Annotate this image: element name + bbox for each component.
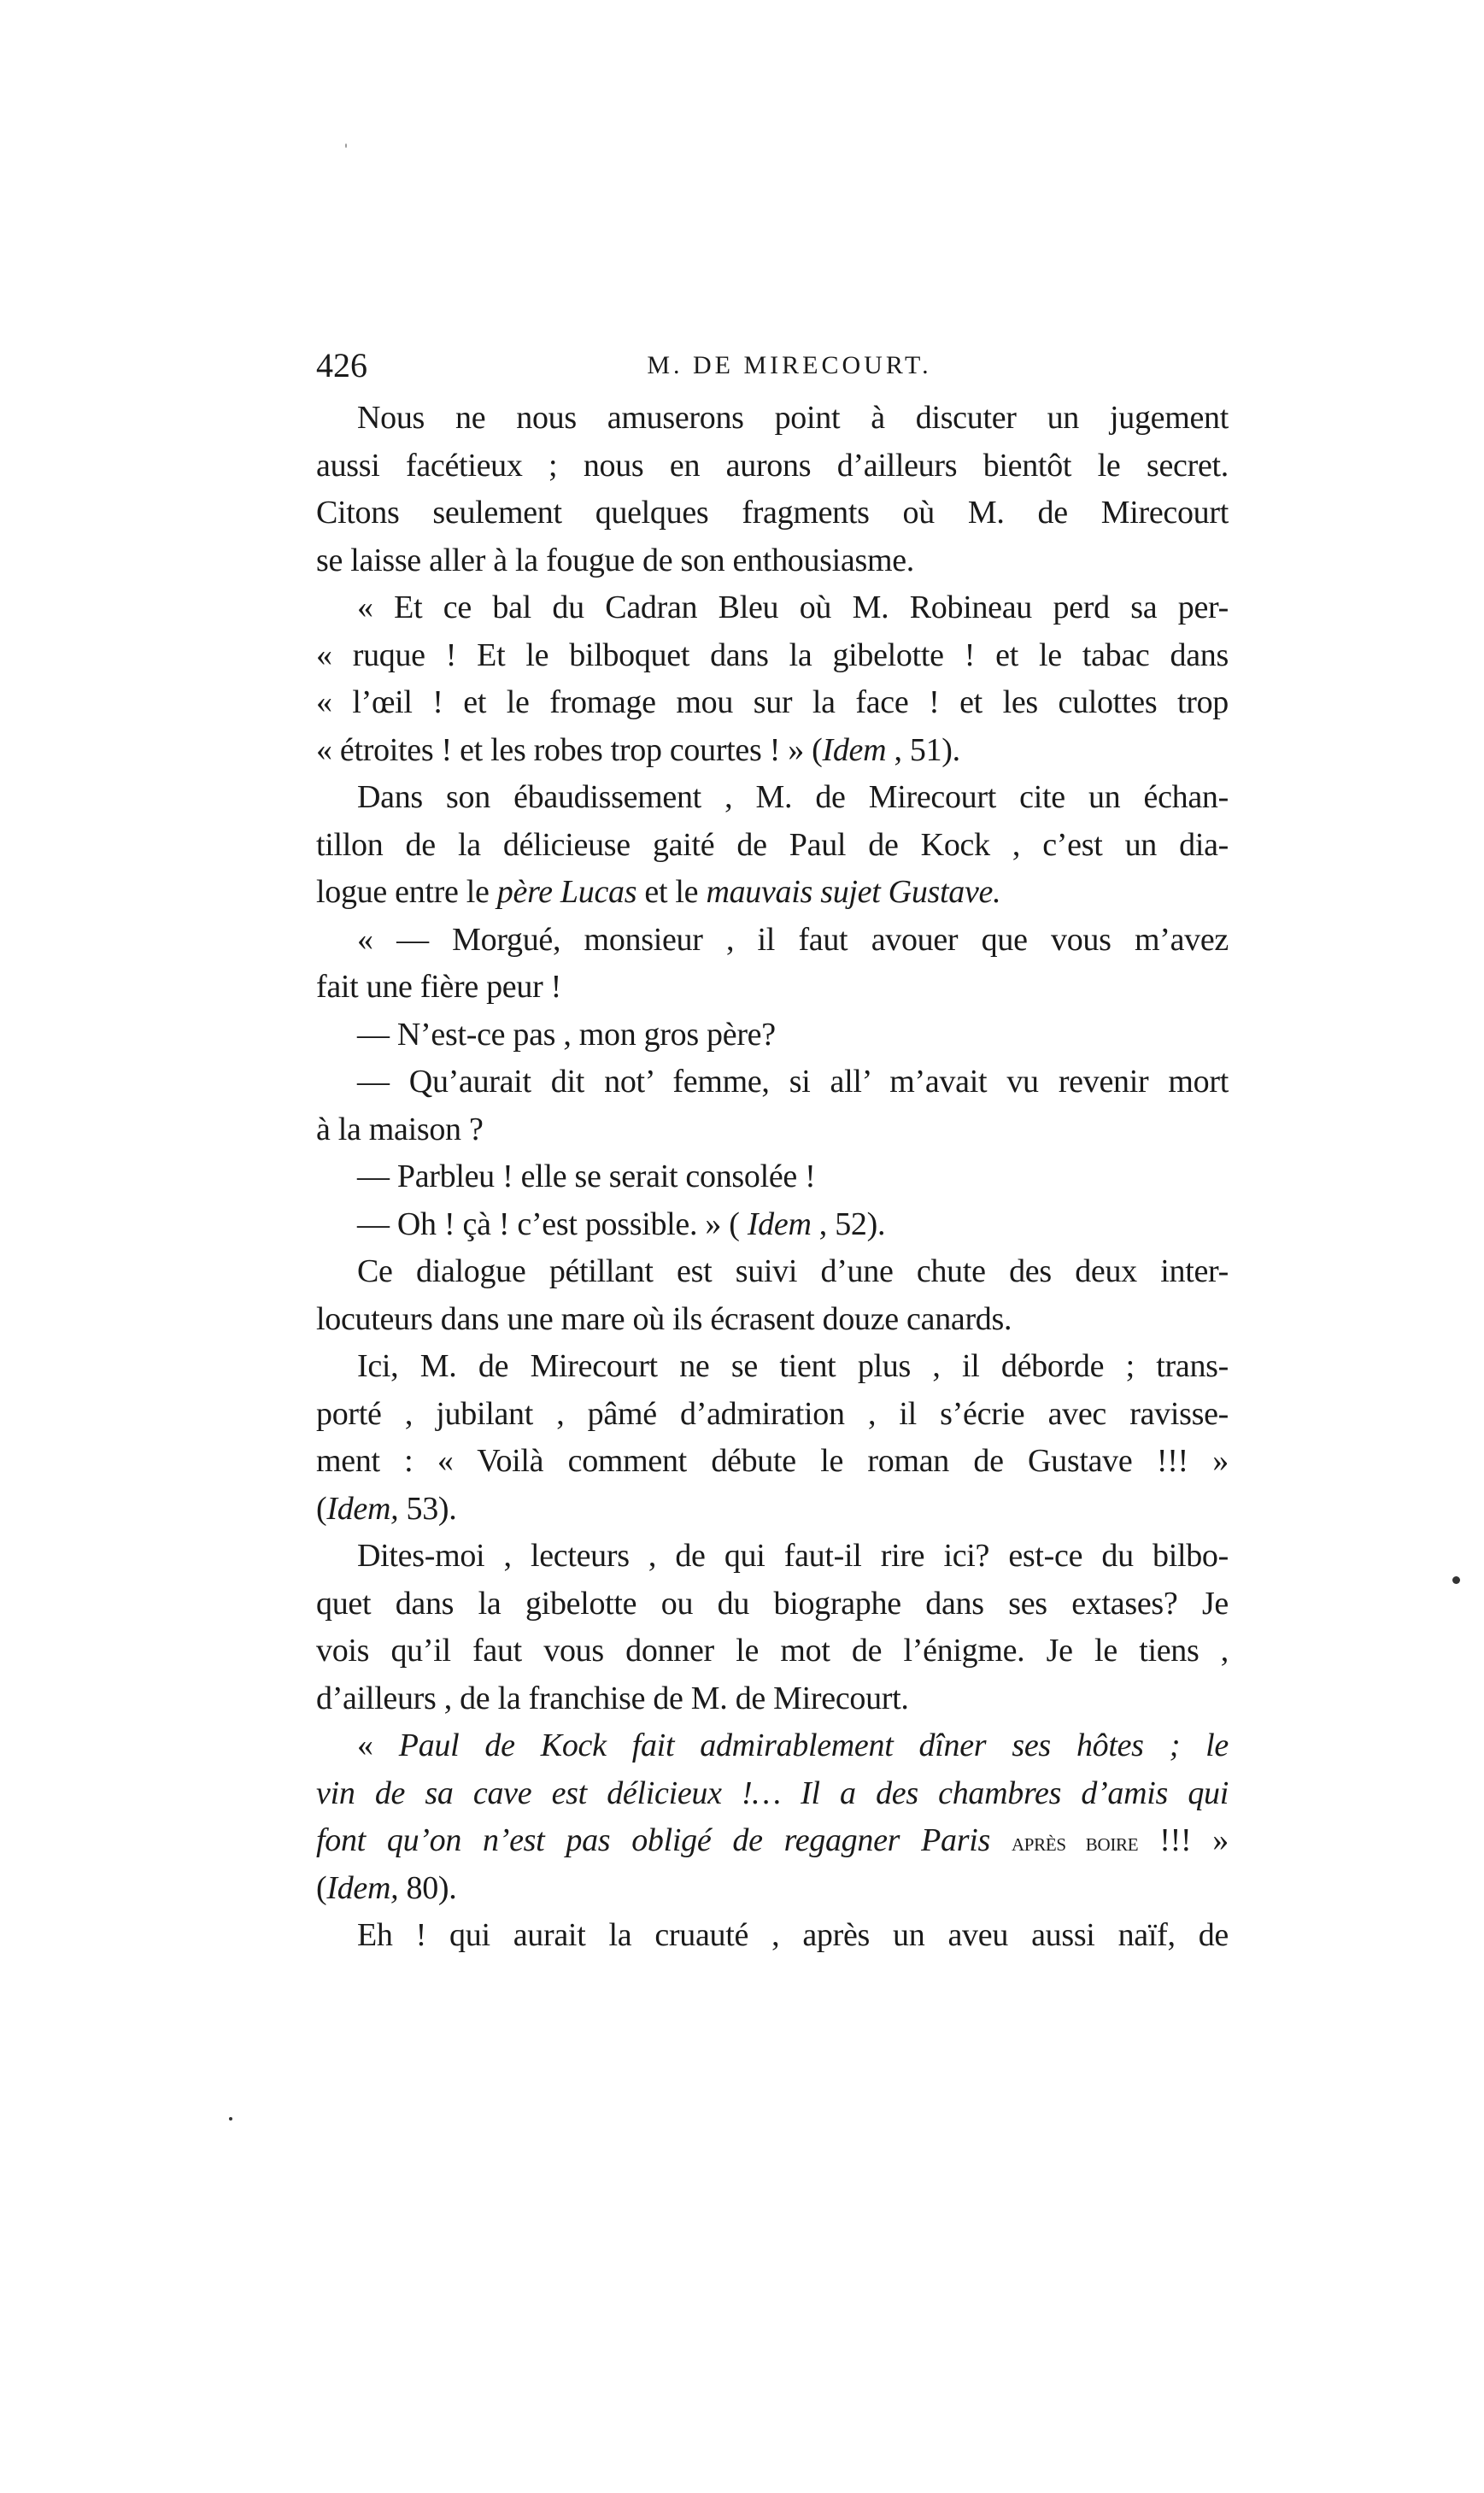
text-run: « l’œil ! et le fromage mou sur la face ! et les culottes trop — [316, 684, 1229, 720]
text-line — [316, 1296, 1229, 1344]
text-run: ( — [316, 1869, 327, 1906]
text-run: porté , jubilant , pâmé d’admiration , il s’écrie avec ravisse- — [316, 1395, 1229, 1432]
italic-text: Idem, — [326, 1869, 399, 1906]
text-line — [316, 395, 1229, 443]
text-run: 53). — [398, 1490, 457, 1527]
ink-speck — [345, 144, 347, 148]
text-run: — Qu’aurait dit not’ femme, si all’ m’avait vu revenir mort — [357, 1064, 1229, 1100]
text-run: , 51). — [886, 731, 960, 768]
text-line — [316, 917, 1229, 965]
page-header — [316, 340, 1229, 391]
text-line — [316, 443, 1229, 490]
text-line — [316, 1201, 1229, 1249]
text-run: et le — [636, 874, 707, 910]
text-line — [316, 1817, 1229, 1865]
italic-text: Idem — [747, 1205, 812, 1242]
text-run: d’ailleurs , de la franchise de M. de Mirecourt. — [316, 1680, 909, 1716]
text-line — [316, 1581, 1229, 1628]
text-line — [316, 1059, 1229, 1106]
text-run: vois qu’il faut vous donner le mot de l’énigme. Je le tiens , — [316, 1633, 1229, 1669]
text-run: — Parbleu ! elle se serait consolée ! — [357, 1159, 816, 1194]
text-line — [316, 1865, 1229, 1913]
text-line — [316, 537, 1229, 585]
text-line — [316, 1438, 1229, 1486]
italic-text: Idem — [822, 731, 887, 768]
small-caps-text: après boire — [1011, 1828, 1139, 1857]
text-run: « — Morgué, monsieur , il faut avouer que vous m’avez — [357, 921, 1229, 958]
text-run: — N’est-ce pas , mon gros père? — [357, 1016, 776, 1053]
text-run: Citons seulement quelques fragments où M. de Mirecourt — [316, 495, 1229, 531]
text-run — [990, 1822, 1012, 1858]
text-run: ment : « Voilà comment débute le roman de Gustave !!! » — [316, 1443, 1229, 1479]
text-run: locuteurs dans une mare où ils écrasent douze canards. — [316, 1300, 1012, 1337]
text-line — [316, 632, 1229, 680]
text-run: , 52). — [811, 1205, 886, 1242]
text-run: Ce dialogue pétillant est suivi d’une chute des deux inter- — [357, 1253, 1229, 1289]
text-line — [316, 964, 1229, 1012]
text-line — [316, 1533, 1229, 1581]
text-run: Nous ne nous amuserons point à discuter un jugement — [357, 400, 1229, 436]
text-run: « étroites ! et les robes trop courtes ! » ( — [316, 731, 823, 768]
text-run: « — [357, 1728, 399, 1763]
text-run: à la maison ? — [316, 1111, 484, 1147]
body-text — [316, 395, 1229, 1960]
text-run: Dans son ébaudissement , M. de Mirecourt cite un échan- — [357, 779, 1229, 815]
text-line — [316, 869, 1229, 917]
text-run: — Oh ! çà ! c’est possible. » ( — [357, 1205, 748, 1242]
italic-text: vin de sa cave est délicieux !… Il a des chambres d’amis qui — [316, 1774, 1229, 1811]
text-line — [316, 1012, 1229, 1059]
text-line — [316, 1770, 1229, 1818]
text-line — [316, 1153, 1229, 1201]
ink-speck — [229, 2117, 232, 2121]
text-run: fait une fière peur ! — [316, 969, 561, 1005]
text-run: « ruque ! Et le bilboquet dans la gibelotte ! et le tabac dans — [316, 636, 1229, 673]
text-line — [316, 774, 1229, 822]
italic-text: mauvais sujet Gustave. — [706, 874, 1001, 910]
text-line — [316, 1248, 1229, 1296]
text-run: Ici, M. de Mirecourt ne se tient plus , il déborde ; trans- — [357, 1348, 1229, 1384]
italic-text: Paul de Kock fait admirablement dîner ses hôtes ; le — [398, 1728, 1229, 1763]
text-line — [316, 822, 1229, 870]
text-run: aussi facétieux ; nous en aurons d’ailleurs bientôt le secret. — [316, 447, 1229, 484]
text-run: ( — [316, 1490, 327, 1527]
text-run: tillon de la délicieuse gaité de Paul de Kock , c’est un dia- — [316, 826, 1229, 863]
text-run: « Et ce bal du Cadran Bleu où M. Robineau perd sa per- — [357, 590, 1229, 625]
text-line — [316, 1106, 1229, 1154]
ink-speck — [1452, 1576, 1460, 1584]
text-line — [316, 490, 1229, 537]
italic-text: font qu’on n’est pas obligé de regagner Paris — [316, 1822, 990, 1858]
text-line — [316, 1391, 1229, 1439]
text-run: !!! » — [1138, 1822, 1229, 1858]
text-run: logue entre le — [316, 874, 497, 910]
text-run: quet dans la gibelotte ou du biographe dans ses extases? Je — [316, 1585, 1229, 1622]
text-line — [316, 679, 1229, 727]
text-line — [316, 1343, 1229, 1391]
text-line — [316, 727, 1229, 775]
italic-text: père Lucas — [496, 874, 637, 910]
page-number: 426 — [316, 346, 367, 384]
running-head: M. DE MIRECOURT. — [647, 351, 932, 379]
text-run: 80). — [398, 1869, 457, 1906]
text-line — [316, 1912, 1229, 1960]
text-line — [316, 584, 1229, 632]
italic-text: Idem, — [326, 1490, 399, 1527]
text-run: se laisse aller à la fougue de son enthousiasme. — [316, 542, 914, 578]
text-line — [316, 1628, 1229, 1675]
text-run: Eh ! qui aurait la cruauté , après un aveu aussi naïf, de — [357, 1917, 1229, 1953]
text-line — [316, 1675, 1229, 1723]
text-line — [316, 1722, 1229, 1770]
text-run: Dites-moi , lecteurs , de qui faut-il rire ici? est-ce du bilbo- — [357, 1538, 1229, 1574]
text-line — [316, 1486, 1229, 1534]
